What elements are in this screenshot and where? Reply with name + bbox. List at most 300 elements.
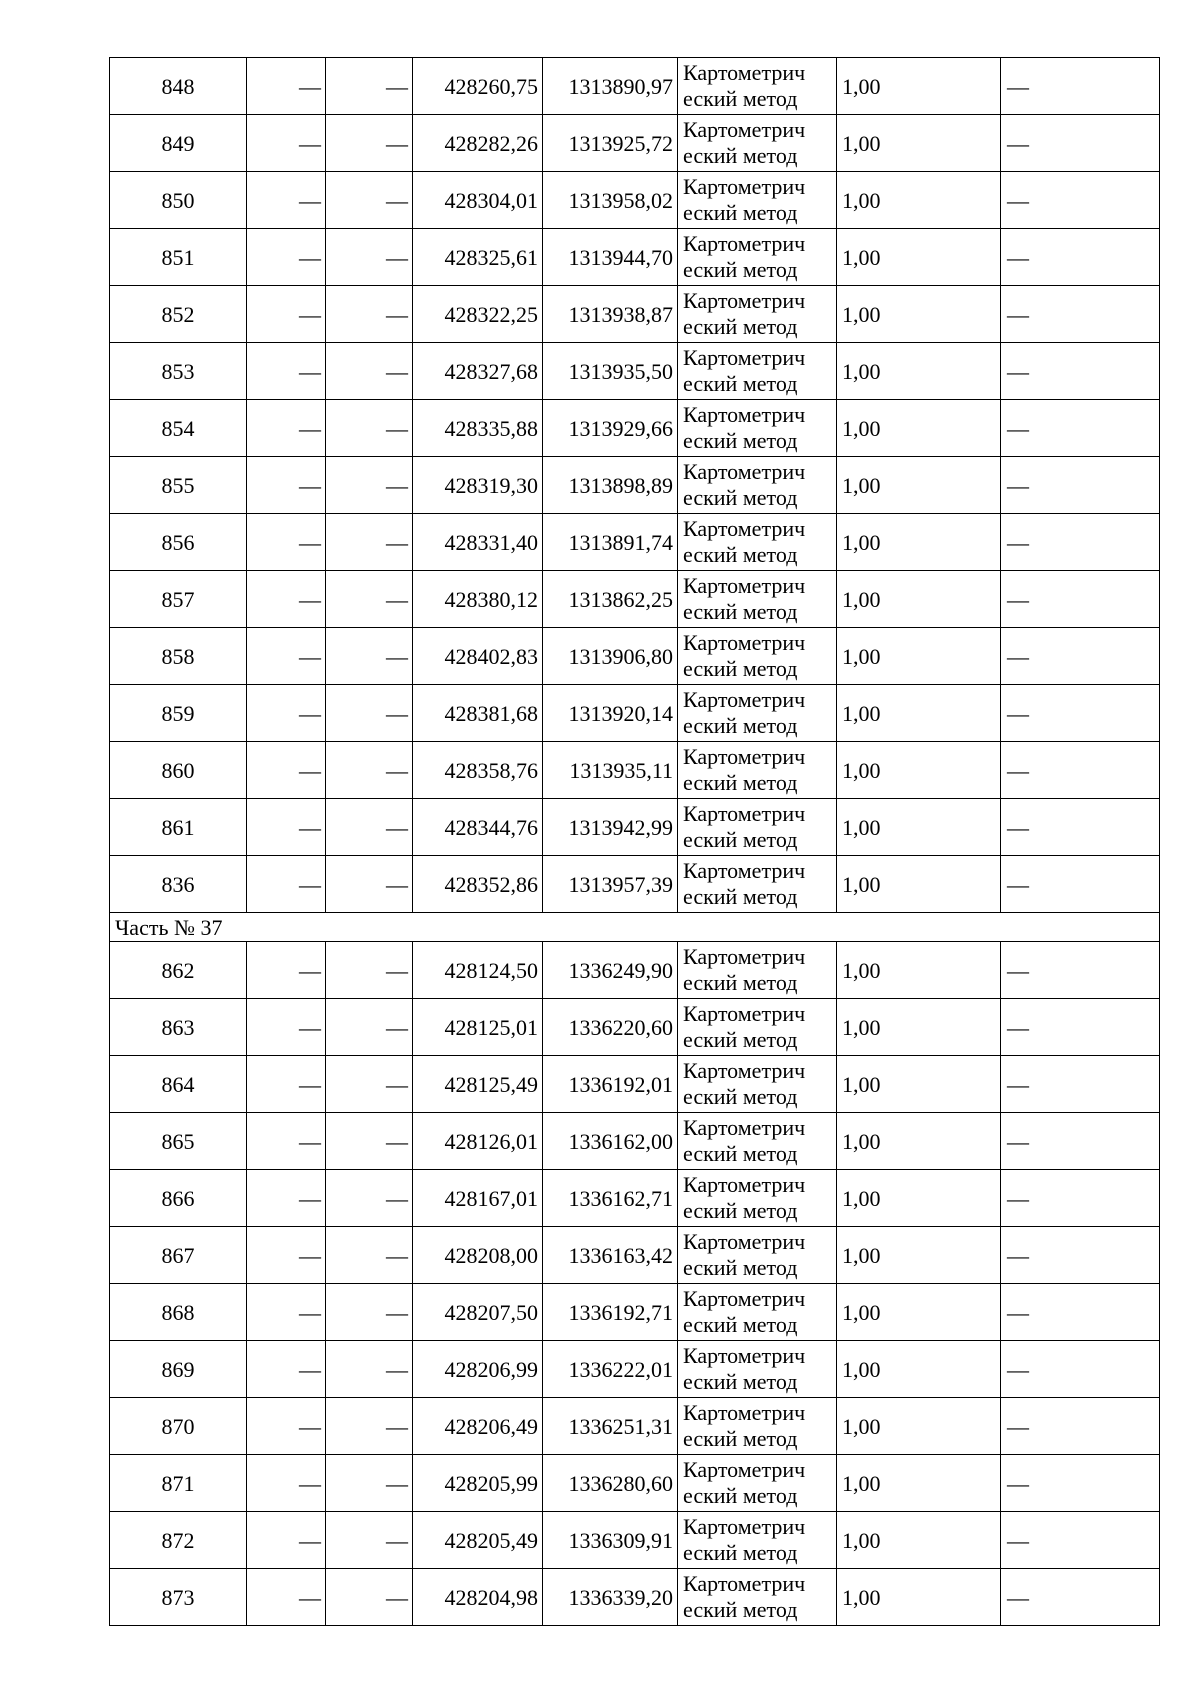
precision-cell: 1,00 [837, 58, 1001, 115]
table-row [110, 400, 1160, 457]
description-cell: — [1001, 999, 1160, 1056]
x-coordinate: 428124,50 [413, 942, 543, 999]
description-cell: — [1001, 1170, 1160, 1227]
method-line-2: еский метод [683, 827, 798, 852]
description-cell: — [1001, 571, 1160, 628]
old-y-cell: — [326, 999, 413, 1056]
table-row [110, 628, 1160, 685]
table-row [110, 1113, 1160, 1170]
old-y-cell: — [326, 571, 413, 628]
method-line-2: еский метод [683, 1141, 798, 1166]
y-coordinate: 1336192,01 [543, 1056, 678, 1113]
old-x-cell: — [247, 229, 326, 286]
table-row [110, 1284, 1160, 1341]
old-x-cell: — [247, 1113, 326, 1170]
point-number: 857 [110, 571, 247, 628]
table-row [110, 685, 1160, 742]
old-x-cell: — [247, 628, 326, 685]
method-cell [678, 1227, 837, 1284]
method-line-2: еский метод [683, 770, 798, 795]
method-cell [678, 1455, 837, 1512]
method-line-1: Картометрич [683, 858, 806, 883]
precision-cell: 1,00 [837, 1398, 1001, 1455]
table-row [110, 1398, 1160, 1455]
y-coordinate: 1336220,60 [543, 999, 678, 1056]
point-number: 858 [110, 628, 247, 685]
old-y-cell: — [326, 1284, 413, 1341]
old-x-cell: — [247, 115, 326, 172]
old-y-cell: — [326, 1227, 413, 1284]
method-cell [678, 742, 837, 799]
old-x-cell: — [247, 685, 326, 742]
point-number: 852 [110, 286, 247, 343]
precision-cell: 1,00 [837, 172, 1001, 229]
method-line-1: Картометрич [683, 516, 806, 541]
x-coordinate: 428206,49 [413, 1398, 543, 1455]
method-cell [678, 229, 837, 286]
method-cell [678, 1569, 837, 1626]
method-cell [678, 942, 837, 999]
point-number: 869 [110, 1341, 247, 1398]
precision-cell: 1,00 [837, 229, 1001, 286]
precision-cell: 1,00 [837, 1512, 1001, 1569]
x-coordinate: 428207,50 [413, 1284, 543, 1341]
method-line-1: Картометрич [683, 1343, 806, 1368]
description-cell: — [1001, 1512, 1160, 1569]
section-label: Часть № 37 [110, 913, 1160, 942]
method-cell [678, 115, 837, 172]
point-number: 867 [110, 1227, 247, 1284]
description-cell: — [1001, 229, 1160, 286]
y-coordinate: 1313942,99 [543, 799, 678, 856]
old-x-cell: — [247, 1512, 326, 1569]
old-x-cell: — [247, 457, 326, 514]
point-number: 873 [110, 1569, 247, 1626]
description-cell: — [1001, 1284, 1160, 1341]
method-line-2: еский метод [683, 1369, 798, 1394]
method-line-2: еский метод [683, 599, 798, 624]
old-y-cell: — [326, 628, 413, 685]
old-y-cell: — [326, 1455, 413, 1512]
y-coordinate: 1313929,66 [543, 400, 678, 457]
method-line-1: Картометрич [683, 801, 806, 826]
x-coordinate: 428205,99 [413, 1455, 543, 1512]
method-line-2: еский метод [683, 1198, 798, 1223]
precision-cell: 1,00 [837, 571, 1001, 628]
coordinates-document [109, 57, 1159, 1626]
point-number: 861 [110, 799, 247, 856]
method-cell [678, 514, 837, 571]
y-coordinate: 1313891,74 [543, 514, 678, 571]
old-x-cell: — [247, 999, 326, 1056]
old-y-cell: — [326, 229, 413, 286]
x-coordinate: 428325,61 [413, 229, 543, 286]
x-coordinate: 428327,68 [413, 343, 543, 400]
old-y-cell: — [326, 942, 413, 999]
method-line-1: Картометрич [683, 744, 806, 769]
method-line-1: Картометрич [683, 288, 806, 313]
y-coordinate: 1336339,20 [543, 1569, 678, 1626]
old-y-cell: — [326, 400, 413, 457]
method-cell [678, 799, 837, 856]
method-line-1: Картометрич [683, 1115, 806, 1140]
method-line-1: Картометрич [683, 1571, 806, 1596]
description-cell: — [1001, 514, 1160, 571]
method-cell [678, 1170, 837, 1227]
precision-cell: 1,00 [837, 1284, 1001, 1341]
precision-cell: 1,00 [837, 856, 1001, 913]
table-row [110, 799, 1160, 856]
x-coordinate: 428402,83 [413, 628, 543, 685]
old-y-cell: — [326, 1113, 413, 1170]
old-x-cell: — [247, 286, 326, 343]
table-row [110, 514, 1160, 571]
point-number: 850 [110, 172, 247, 229]
description-cell: — [1001, 457, 1160, 514]
point-number: 859 [110, 685, 247, 742]
y-coordinate: 1336162,00 [543, 1113, 678, 1170]
description-cell: — [1001, 628, 1160, 685]
x-coordinate: 428322,25 [413, 286, 543, 343]
table-row [110, 1341, 1160, 1398]
precision-cell: 1,00 [837, 742, 1001, 799]
point-number: 836 [110, 856, 247, 913]
section-header [110, 913, 1160, 942]
method-line-1: Картометрич [683, 174, 806, 199]
old-x-cell: — [247, 400, 326, 457]
y-coordinate: 1313898,89 [543, 457, 678, 514]
y-coordinate: 1336222,01 [543, 1341, 678, 1398]
old-y-cell: — [326, 115, 413, 172]
table-row [110, 1569, 1160, 1626]
description-cell: — [1001, 1227, 1160, 1284]
x-coordinate: 428126,01 [413, 1113, 543, 1170]
section-row [110, 913, 1160, 942]
y-coordinate: 1313925,72 [543, 115, 678, 172]
method-cell [678, 999, 837, 1056]
x-coordinate: 428352,86 [413, 856, 543, 913]
y-coordinate: 1336162,71 [543, 1170, 678, 1227]
method-cell [678, 286, 837, 343]
description-cell: — [1001, 685, 1160, 742]
description-cell: — [1001, 1398, 1160, 1455]
x-coordinate: 428304,01 [413, 172, 543, 229]
description-cell: — [1001, 799, 1160, 856]
old-x-cell: — [247, 1341, 326, 1398]
method-line-1: Картометрич [683, 944, 806, 969]
precision-cell: 1,00 [837, 1170, 1001, 1227]
method-cell [678, 856, 837, 913]
method-line-2: еский метод [683, 1084, 798, 1109]
point-number: 853 [110, 343, 247, 400]
method-cell [678, 628, 837, 685]
method-line-2: еский метод [683, 713, 798, 738]
old-y-cell: — [326, 457, 413, 514]
point-number: 862 [110, 942, 247, 999]
method-cell [678, 1113, 837, 1170]
precision-cell: 1,00 [837, 1341, 1001, 1398]
old-x-cell: — [247, 1056, 326, 1113]
old-y-cell: — [326, 58, 413, 115]
description-cell: — [1001, 856, 1160, 913]
table-row [110, 172, 1160, 229]
old-x-cell: — [247, 856, 326, 913]
y-coordinate: 1336251,31 [543, 1398, 678, 1455]
old-x-cell: — [247, 799, 326, 856]
x-coordinate: 428208,00 [413, 1227, 543, 1284]
method-line-1: Картометрич [683, 1286, 806, 1311]
description-cell: — [1001, 1056, 1160, 1113]
method-cell [678, 400, 837, 457]
old-y-cell: — [326, 685, 413, 742]
method-line-2: еский метод [683, 1597, 798, 1622]
x-coordinate: 428331,40 [413, 514, 543, 571]
old-y-cell: — [326, 1170, 413, 1227]
method-line-1: Картометрич [683, 687, 806, 712]
table-row [110, 229, 1160, 286]
method-line-2: еский метод [683, 1027, 798, 1052]
coordinates-table [109, 57, 1160, 1626]
old-x-cell: — [247, 1569, 326, 1626]
precision-cell: 1,00 [837, 457, 1001, 514]
old-y-cell: — [326, 286, 413, 343]
method-line-2: еский метод [683, 257, 798, 282]
method-line-1: Картометрич [683, 630, 806, 655]
precision-cell: 1,00 [837, 1455, 1001, 1512]
y-coordinate: 1336163,42 [543, 1227, 678, 1284]
table-row [110, 942, 1160, 999]
x-coordinate: 428381,68 [413, 685, 543, 742]
method-cell [678, 571, 837, 628]
method-cell [678, 172, 837, 229]
x-coordinate: 428319,30 [413, 457, 543, 514]
point-number: 856 [110, 514, 247, 571]
method-line-1: Картометрич [683, 345, 806, 370]
table-row [110, 1170, 1160, 1227]
table-row [110, 1227, 1160, 1284]
precision-cell: 1,00 [837, 685, 1001, 742]
precision-cell: 1,00 [837, 400, 1001, 457]
old-y-cell: — [326, 343, 413, 400]
x-coordinate: 428344,76 [413, 799, 543, 856]
y-coordinate: 1313957,39 [543, 856, 678, 913]
method-line-2: еский метод [683, 542, 798, 567]
description-cell: — [1001, 400, 1160, 457]
y-coordinate: 1313920,14 [543, 685, 678, 742]
method-cell [678, 1398, 837, 1455]
precision-cell: 1,00 [837, 799, 1001, 856]
point-number: 855 [110, 457, 247, 514]
table-row [110, 742, 1160, 799]
method-cell [678, 685, 837, 742]
point-number: 849 [110, 115, 247, 172]
precision-cell: 1,00 [837, 1113, 1001, 1170]
method-line-2: еский метод [683, 485, 798, 510]
precision-cell: 1,00 [837, 286, 1001, 343]
method-line-1: Картометрич [683, 1400, 806, 1425]
point-number: 854 [110, 400, 247, 457]
table-row [110, 571, 1160, 628]
x-coordinate: 428167,01 [413, 1170, 543, 1227]
method-line-2: еский метод [683, 970, 798, 995]
method-line-2: еский метод [683, 86, 798, 111]
table-row [110, 115, 1160, 172]
x-coordinate: 428205,49 [413, 1512, 543, 1569]
y-coordinate: 1313935,11 [543, 742, 678, 799]
description-cell: — [1001, 742, 1160, 799]
y-coordinate: 1313958,02 [543, 172, 678, 229]
method-line-1: Картометрич [683, 1457, 806, 1482]
method-line-2: еский метод [683, 1483, 798, 1508]
point-number: 863 [110, 999, 247, 1056]
table-row [110, 999, 1160, 1056]
point-number: 864 [110, 1056, 247, 1113]
part-36-rows [110, 58, 1160, 913]
method-cell [678, 457, 837, 514]
method-cell [678, 58, 837, 115]
table-row [110, 856, 1160, 913]
method-line-2: еский метод [683, 1312, 798, 1337]
method-line-2: еский метод [683, 1426, 798, 1451]
table-row [110, 1056, 1160, 1113]
description-cell: — [1001, 1569, 1160, 1626]
x-coordinate: 428125,49 [413, 1056, 543, 1113]
description-cell: — [1001, 172, 1160, 229]
old-y-cell: — [326, 514, 413, 571]
precision-cell: 1,00 [837, 942, 1001, 999]
y-coordinate: 1313938,87 [543, 286, 678, 343]
point-number: 870 [110, 1398, 247, 1455]
old-x-cell: — [247, 172, 326, 229]
old-x-cell: — [247, 742, 326, 799]
description-cell: — [1001, 1341, 1160, 1398]
precision-cell: 1,00 [837, 1056, 1001, 1113]
method-cell [678, 1056, 837, 1113]
description-cell: — [1001, 286, 1160, 343]
table-row [110, 1455, 1160, 1512]
point-number: 865 [110, 1113, 247, 1170]
method-line-2: еский метод [683, 371, 798, 396]
method-line-1: Картометрич [683, 1229, 806, 1254]
x-coordinate: 428358,76 [413, 742, 543, 799]
x-coordinate: 428335,88 [413, 400, 543, 457]
method-line-1: Картометрич [683, 231, 806, 256]
description-cell: — [1001, 115, 1160, 172]
old-x-cell: — [247, 1284, 326, 1341]
method-line-1: Картометрич [683, 1058, 806, 1083]
method-cell [678, 343, 837, 400]
description-cell: — [1001, 942, 1160, 999]
y-coordinate: 1336280,60 [543, 1455, 678, 1512]
point-number: 871 [110, 1455, 247, 1512]
method-line-2: еский метод [683, 200, 798, 225]
x-coordinate: 428260,75 [413, 58, 543, 115]
old-y-cell: — [326, 172, 413, 229]
old-y-cell: — [326, 1398, 413, 1455]
y-coordinate: 1313944,70 [543, 229, 678, 286]
old-x-cell: — [247, 58, 326, 115]
old-x-cell: — [247, 343, 326, 400]
precision-cell: 1,00 [837, 999, 1001, 1056]
point-number: 860 [110, 742, 247, 799]
old-x-cell: — [247, 571, 326, 628]
description-cell: — [1001, 1113, 1160, 1170]
old-x-cell: — [247, 1455, 326, 1512]
method-cell [678, 1284, 837, 1341]
method-cell [678, 1512, 837, 1569]
point-number: 848 [110, 58, 247, 115]
y-coordinate: 1313906,80 [543, 628, 678, 685]
part-37-rows [110, 942, 1160, 1626]
method-line-1: Картометрич [683, 60, 806, 85]
y-coordinate: 1336249,90 [543, 942, 678, 999]
precision-cell: 1,00 [837, 1227, 1001, 1284]
method-line-2: еский метод [683, 1540, 798, 1565]
method-line-2: еский метод [683, 143, 798, 168]
method-cell [678, 1341, 837, 1398]
y-coordinate: 1313890,97 [543, 58, 678, 115]
old-x-cell: — [247, 1170, 326, 1227]
table-row [110, 286, 1160, 343]
point-number: 868 [110, 1284, 247, 1341]
old-y-cell: — [326, 1341, 413, 1398]
point-number: 851 [110, 229, 247, 286]
old-y-cell: — [326, 799, 413, 856]
method-line-1: Картометрич [683, 117, 806, 142]
precision-cell: 1,00 [837, 343, 1001, 400]
method-line-2: еский метод [683, 428, 798, 453]
method-line-1: Картометрич [683, 1514, 806, 1539]
method-line-2: еский метод [683, 884, 798, 909]
precision-cell: 1,00 [837, 1569, 1001, 1626]
method-line-1: Картометрич [683, 402, 806, 427]
precision-cell: 1,00 [837, 115, 1001, 172]
table-row [110, 457, 1160, 514]
method-line-2: еский метод [683, 656, 798, 681]
old-x-cell: — [247, 514, 326, 571]
method-line-2: еский метод [683, 1255, 798, 1280]
x-coordinate: 428282,26 [413, 115, 543, 172]
x-coordinate: 428204,98 [413, 1569, 543, 1626]
y-coordinate: 1313935,50 [543, 343, 678, 400]
old-y-cell: — [326, 742, 413, 799]
precision-cell: 1,00 [837, 628, 1001, 685]
old-x-cell: — [247, 942, 326, 999]
method-line-1: Картометрич [683, 573, 806, 598]
method-line-2: еский метод [683, 314, 798, 339]
old-y-cell: — [326, 1512, 413, 1569]
y-coordinate: 1313862,25 [543, 571, 678, 628]
point-number: 866 [110, 1170, 247, 1227]
method-line-1: Картометрич [683, 1001, 806, 1026]
x-coordinate: 428380,12 [413, 571, 543, 628]
method-line-1: Картометрич [683, 459, 806, 484]
y-coordinate: 1336192,71 [543, 1284, 678, 1341]
table-row [110, 1512, 1160, 1569]
description-cell: — [1001, 58, 1160, 115]
old-x-cell: — [247, 1227, 326, 1284]
description-cell: — [1001, 343, 1160, 400]
x-coordinate: 428125,01 [413, 999, 543, 1056]
table-row [110, 343, 1160, 400]
old-y-cell: — [326, 856, 413, 913]
description-cell: — [1001, 1455, 1160, 1512]
x-coordinate: 428206,99 [413, 1341, 543, 1398]
y-coordinate: 1336309,91 [543, 1512, 678, 1569]
old-y-cell: — [326, 1056, 413, 1113]
precision-cell: 1,00 [837, 514, 1001, 571]
old-x-cell: — [247, 1398, 326, 1455]
